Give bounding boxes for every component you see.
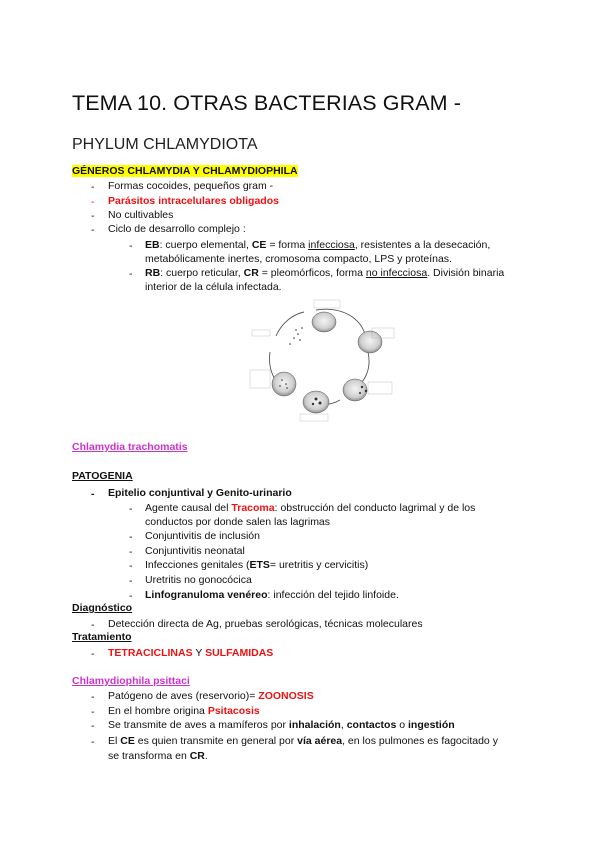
list-item: Conjuntivitis de inclusión	[145, 530, 260, 542]
list-item: Formas cocoides, pequeños gram -	[108, 180, 274, 192]
eb-line-1: EB: cuerpo elemental, CE = forma infecciosa, resistentes a la desecación,	[145, 239, 491, 251]
heading-patogenia: PATOGENIA	[72, 470, 133, 482]
section-heading-trachomatis: Chlamydia trachomatis	[72, 441, 188, 453]
dash-bullet: -	[91, 648, 95, 660]
dash-bullet: -	[129, 240, 133, 252]
page-title: TEMA 10. OTRAS BACTERIAS GRAM -	[72, 91, 461, 115]
list-item: Uretritis no gonocócica	[145, 574, 252, 586]
dash-bullet: -	[91, 210, 95, 222]
dash-bullet: -	[129, 531, 133, 543]
section-heading-generos	[72, 165, 298, 177]
list-item: Linfogranuloma venéreo: infección del tejido linfoide.	[145, 589, 399, 601]
dash-bullet: -	[91, 619, 95, 631]
list-item-continuation: conductos por donde salen las lagrimas	[145, 516, 331, 528]
rb-line-1: RB: cuerpo reticular, CR = pleomórficos, forma no infecciosa. División binaria	[145, 267, 505, 279]
heading-tratamiento: Tratamiento	[72, 631, 132, 643]
list-item: Epitelio conjuntival y Genito-urinario	[108, 487, 292, 499]
heading-diagnostico: Diagnóstico	[72, 602, 133, 614]
dash-bullet: -	[91, 736, 95, 748]
dash-bullet: -	[91, 488, 95, 500]
dash-bullet: -	[91, 181, 95, 193]
dash-bullet: -	[129, 503, 133, 515]
highlighted-heading: GÉNEROS CHLAMYDIA Y CHLAMYDIOPHILA	[72, 165, 298, 177]
list-item: Patógeno de aves (reservorio)= ZOONOSIS	[108, 690, 314, 702]
dash-bullet: -	[91, 720, 95, 732]
list-item: Parásitos intracelulares obligados	[108, 195, 279, 207]
dash-bullet: -	[129, 560, 133, 572]
eb-line-2: metabólicamente inertes, cromosoma compacto, LPS y proteínas.	[145, 253, 452, 265]
list-item: TETRACICLINAS Y SULFAMIDAS	[108, 647, 274, 659]
rb-line-2: interior de la célula infectada.	[145, 281, 282, 293]
list-item: Se transmite de aves a mamíferos por inhalación, contactos o ingestión	[108, 719, 455, 731]
dash-bullet: -	[91, 706, 95, 718]
list-item: Agente causal del Tracoma: obstrucción del conducto lagrimal y de los	[145, 502, 476, 514]
dash-bullet: -	[129, 575, 133, 587]
list-item: Infecciones genitales (ETS= uretritis y cervicitis)	[145, 559, 369, 571]
list-item: Conjuntivitis neonatal	[145, 545, 245, 557]
list-item: Detección directa de Ag, pruebas serológicas, técnicas moleculares	[108, 618, 423, 630]
dash-bullet: -	[91, 224, 95, 236]
dash-bullet: -	[91, 196, 95, 208]
dash-bullet: -	[129, 268, 133, 280]
list-item: No cultivables	[108, 209, 174, 221]
dash-bullet: -	[129, 590, 133, 602]
list-item: Ciclo de desarrollo complejo :	[108, 223, 246, 235]
dash-bullet: -	[91, 691, 95, 703]
list-item: En el hombre origina Psitacosis	[108, 705, 260, 717]
page-subtitle: PHYLUM CHLAMYDIOTA	[72, 136, 258, 153]
list-item-continuation: se transforma en CR.	[108, 750, 208, 762]
dash-bullet: -	[129, 546, 133, 558]
section-heading-psittaci: Chlamydiophila psittaci	[72, 675, 190, 687]
list-item: El CE es quien transmite en general por vía aérea, en los pulmones es fagocitado y	[108, 735, 498, 747]
developmental-cycle-figure	[242, 292, 400, 422]
